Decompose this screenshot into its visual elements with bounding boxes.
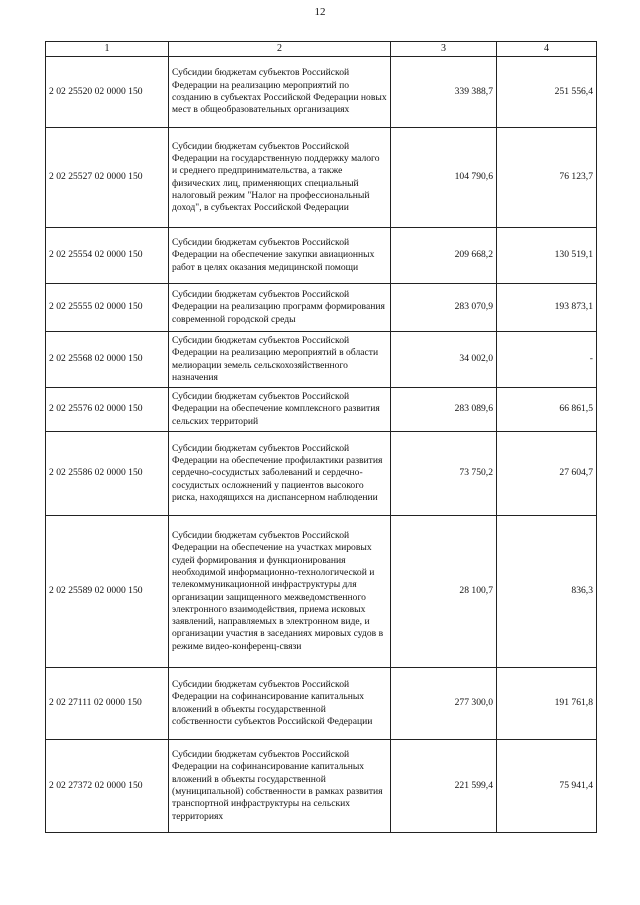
budget-table — [45, 41, 597, 833]
table-row — [46, 432, 597, 516]
budget-code: 2 02 25586 02 0000 150 — [46, 432, 169, 516]
amount-column-4: - — [497, 332, 597, 388]
amount-column-3: 339 388,7 — [391, 57, 497, 128]
budget-description — [169, 332, 391, 388]
budget-description — [169, 432, 391, 516]
table-row — [46, 128, 597, 228]
amount-column-3: 209 668,2 — [391, 228, 497, 284]
amount-column-3: 73 750,2 — [391, 432, 497, 516]
budget-code: 2 02 25568 02 0000 150 — [46, 332, 169, 388]
amount-column-3: 28 100,7 — [391, 516, 497, 668]
column-header-3: 3 — [391, 42, 497, 57]
column-header-2: 2 — [169, 42, 391, 57]
column-header-1: 1 — [46, 42, 169, 57]
amount-column-4: 130 519,1 — [497, 228, 597, 284]
description-text: Субсидии бюджетам субъектов Российской Федерации на государственную поддержку малого и среднего предпринимательства, а также физических лиц, применяющих специальный налоговый режим "Налог на профессиональный доход", в субъектах Российской Федерации — [172, 140, 380, 214]
budget-description — [169, 57, 391, 128]
budget-code: 2 02 25554 02 0000 150 — [46, 228, 169, 284]
description-text: Субсидии бюджетам субъектов Российской Федерации на реализацию мероприятий в области мелиорации земель сельскохозяйственного назначения — [172, 334, 379, 383]
table-row — [46, 668, 597, 740]
column-header-4: 4 — [497, 42, 597, 57]
budget-description — [169, 668, 391, 740]
page-number: 12 — [314, 6, 326, 18]
amount-column-4: 251 556,4 — [497, 57, 597, 128]
budget-code: 2 02 25527 02 0000 150 — [46, 128, 169, 228]
table-row — [46, 516, 597, 668]
amount-column-4: 66 861,5 — [497, 388, 597, 432]
budget-code: 2 02 25576 02 0000 150 — [46, 388, 169, 432]
table-row — [46, 57, 597, 128]
budget-description — [169, 128, 391, 228]
budget-code: 2 02 27372 02 0000 150 — [46, 740, 169, 833]
description-text: Субсидии бюджетам субъектов Российской Федерации на реализацию программ формирования современной городской среды — [172, 289, 385, 325]
amount-column-3: 283 070,9 — [391, 284, 497, 332]
budget-code: 2 02 25520 02 0000 150 — [46, 57, 169, 128]
amount-column-4: 75 941,4 — [497, 740, 597, 833]
budget-description — [169, 740, 391, 833]
budget-code: 2 02 25555 02 0000 150 — [46, 284, 169, 332]
amount-column-4: 193 873,1 — [497, 284, 597, 332]
amount-column-3: 104 790,6 — [391, 128, 497, 228]
amount-column-3: 221 599,4 — [391, 740, 497, 833]
table-header-row — [46, 42, 597, 57]
budget-description — [169, 388, 391, 432]
amount-column-3: 283 089,6 — [391, 388, 497, 432]
amount-column-4: 191 761,8 — [497, 668, 597, 740]
table-row — [46, 740, 597, 833]
amount-column-4: 836,3 — [497, 516, 597, 668]
description-text: Субсидии бюджетам субъектов Российской Федерации на обеспечение на участках мировых судей формирования и функционирования необходимой информационно-технологической и телекоммуникационной инфраструктуры для организации защищенного межведомственного электронного взаимодействия, приема исковых заявлений, направляемых в электронном виде, и организации участия в заседаниях мировых судов в режиме видео-конференц-связи — [172, 530, 384, 652]
description-text: Субсидии бюджетам субъектов Российской Федерации на обеспечение комплексного развития сельских территорий — [172, 391, 380, 427]
description-text: Субсидии бюджетам субъектов Российской Федерации на обеспечение профилактики развития сердечно-сосудистых заболеваний и сердечно-сосудистых осложнений у пациентов высокого риска, находящихся на диспансерном наблюдении — [172, 442, 383, 503]
description-text: Субсидии бюджетам субъектов Российской Федерации на софинансирование капитальных вложений в объекты государственной собственности субъектов Российской Федерации — [172, 678, 373, 727]
amount-column-4: 27 604,7 — [497, 432, 597, 516]
table-row — [46, 284, 597, 332]
amount-column-3: 277 300,0 — [391, 668, 497, 740]
description-text: Субсидии бюджетам субъектов Российской Федерации на реализацию мероприятий по созданию в субъектах Российской Федерации новых мест в общеобразовательных организациях — [172, 67, 387, 116]
table-row — [46, 388, 597, 432]
description-text: Субсидии бюджетам субъектов Российской Федерации на обеспечение закупки авиационных работ в целях оказания медицинской помощи — [172, 237, 375, 273]
table-row — [46, 332, 597, 388]
table-row — [46, 228, 597, 284]
budget-description — [169, 516, 391, 668]
amount-column-3: 34 002,0 — [391, 332, 497, 388]
description-text: Субсидии бюджетам субъектов Российской Федерации на софинансирование капитальных вложений в объекты государственной (муниципальной) собственности в рамках развития транспортной инфраструктуры на сельских территориях — [172, 749, 383, 822]
budget-description — [169, 228, 391, 284]
budget-code: 2 02 25589 02 0000 150 — [46, 516, 169, 668]
amount-column-4: 76 123,7 — [497, 128, 597, 228]
budget-code: 2 02 27111 02 0000 150 — [46, 668, 169, 740]
budget-description — [169, 284, 391, 332]
